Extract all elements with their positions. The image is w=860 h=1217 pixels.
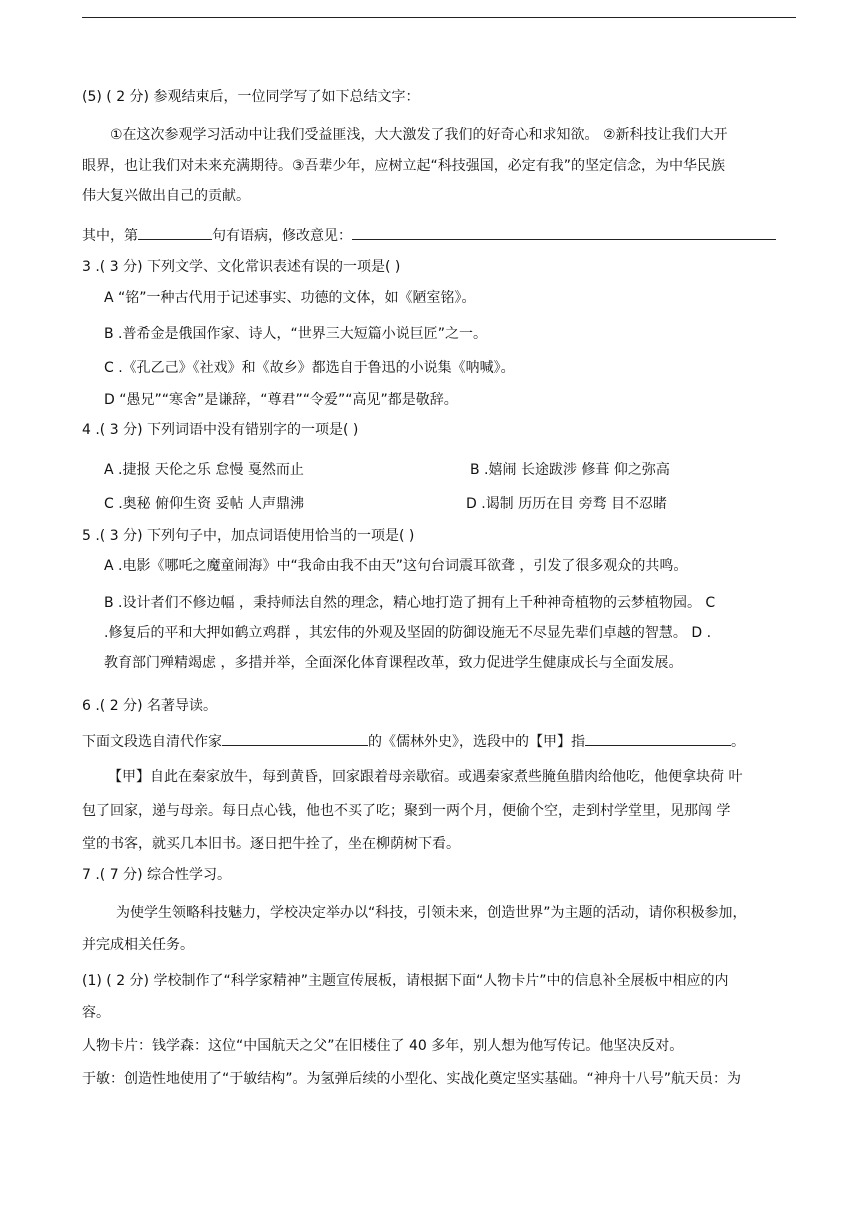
q3-option-b: B .普希金是俄国作家、诗人，“世界三大短篇小说巨匠”之一。 — [104, 326, 488, 342]
q5-heading: 5 .( 3 分) 下列句子中，加点词语使用恰当的一项是( ) — [82, 528, 415, 544]
q4-option-c: C .奥秘 俯仰生资 妥帖 人声鼎沸 — [104, 496, 305, 512]
answer-blank-author[interactable] — [222, 731, 368, 746]
q4-heading: 4 .( 3 分) 下列词语中没有错别字的一项是( ) — [82, 422, 359, 438]
header-rule — [82, 17, 796, 18]
q5-option-a: A .电影《哪吒之魔童闹海》中“我命由我不由天”这句台词震耳欲聋 ，引发了很多观众的共鸣。 — [104, 558, 688, 574]
q4-option-a: A .捷报 天伦之乐 怠慢 戛然而止 — [104, 462, 304, 478]
q2-5-paragraph-line: 伟大复兴做出自己的贡献。 — [82, 188, 250, 204]
fill-middle: 的《儒林外史》，选段中的【甲】指 — [368, 734, 585, 750]
q5-option-text-line: B .设计者们不修边幅 ，秉持师法自然的理念，精心地打造了拥有上千种神奇植物的云梦植物园。 C — [104, 595, 716, 611]
fill-prefix: 下面文段选自清代作家 — [82, 734, 222, 750]
q2-5-paragraph-line: 眼界，也让我们对未来充满期待。③吾辈少年，应树立起“科技强国，必定有我”的坚定信念，为中华民族 — [82, 158, 726, 174]
q4-option-d: D .谒制 历历在目 旁骛 目不忍睹 — [466, 496, 668, 512]
q2-5-fill-line — [82, 225, 776, 246]
q7-card-line: 人物卡片：钱学森：这位“中国航天之父”在旧楼住了 40 多年，别人想为他写传记。他坚决反对。 — [82, 1038, 684, 1054]
q3-option-c: C .《孔乙己》《社戏》和《故乡》都选自于鲁迅的小说集《呐喊》。 — [104, 360, 515, 376]
answer-blank-sentence-number[interactable] — [138, 225, 212, 240]
q7-intro-line: 为使学生领略科技魅力，学校决定举办以“科技，引领未来，创造世界”为主题的活动，请你积极参加， — [116, 905, 747, 921]
q5-option-text-line: 教育部门殚精竭虑 ，多措并举，全面深化体育课程改革，致力促进学生健康成长与全面发展。 — [104, 655, 683, 671]
q6-excerpt-line: 【甲】自此在秦家放牛，每到黄昏，回家跟着母亲歇宿。或遇秦家煮些腌鱼腊肉给他吃，他便拿块荷 叶 — [108, 769, 743, 785]
q7-sub1-line: (1) ( 2 分) 学校制作了“科学家精神”主题宣传展板，请根据下面“人物卡片”中的信息补全展板中相应的内 — [82, 973, 729, 989]
q7-intro-line: 并完成相关任务。 — [82, 937, 194, 953]
q3-option-d: D “愚兄”“寒舍”是谦辞，“尊君”“令爱”“高见”都是敬辞。 — [104, 392, 458, 408]
fill-prefix: 其中，第 — [82, 228, 138, 244]
fill-middle: 句有语病，修改意见： — [212, 228, 352, 244]
q7-sub1-line: 容。 — [82, 1005, 110, 1021]
answer-blank-revision[interactable] — [352, 225, 776, 240]
fill-end: 。 — [731, 734, 745, 750]
q3-option-a: A “铭”一种古代用于记述事实、功德的文体，如《陋室铭》。 — [104, 290, 476, 306]
q4-option-b: B .嬉闹 长途跋涉 修葺 仰之弥高 — [470, 462, 670, 478]
q2-5-heading: (5) ( 2 分) 参观结束后，一位同学写了如下总结文字： — [82, 89, 420, 105]
q7-card-line: 于敏：创造性地使用了“于敏结构”。为氢弹后续的小型化、实战化奠定坚实基础。“神舟十八号”航天员：为 — [82, 1071, 742, 1087]
q6-heading: 6 .( 2 分) 名著导读。 — [82, 698, 217, 714]
q6-excerpt-line: 堂的书客，就买几本旧书。逐日把牛拴了，坐在柳荫树下看。 — [82, 836, 460, 852]
q7-heading: 7 .( 7 分) 综合性学习。 — [82, 867, 231, 883]
q6-fill-line — [82, 731, 745, 752]
answer-blank-character[interactable] — [585, 731, 731, 746]
q2-5-paragraph-line: ①在这次参观学习活动中让我们受益匪浅，大大激发了我们的好奇心和求知欲。 ②新科技让我们大开 — [110, 127, 728, 143]
q6-excerpt-line: 包了回家，递与母亲。每日点心钱，他也不买了吃；聚到一两个月，便偷个空，走到村学堂里，见那闯 学 — [82, 803, 731, 819]
q5-option-text-line: .修复后的平和大押如鹤立鸡群 ，其宏伟的外观及坚固的防御设施无不尽显先辈们卓越的智慧。 D . — [104, 625, 712, 641]
q3-heading: 3 .( 3 分) 下列文学、文化常识表述有误的一项是( ) — [82, 259, 401, 275]
